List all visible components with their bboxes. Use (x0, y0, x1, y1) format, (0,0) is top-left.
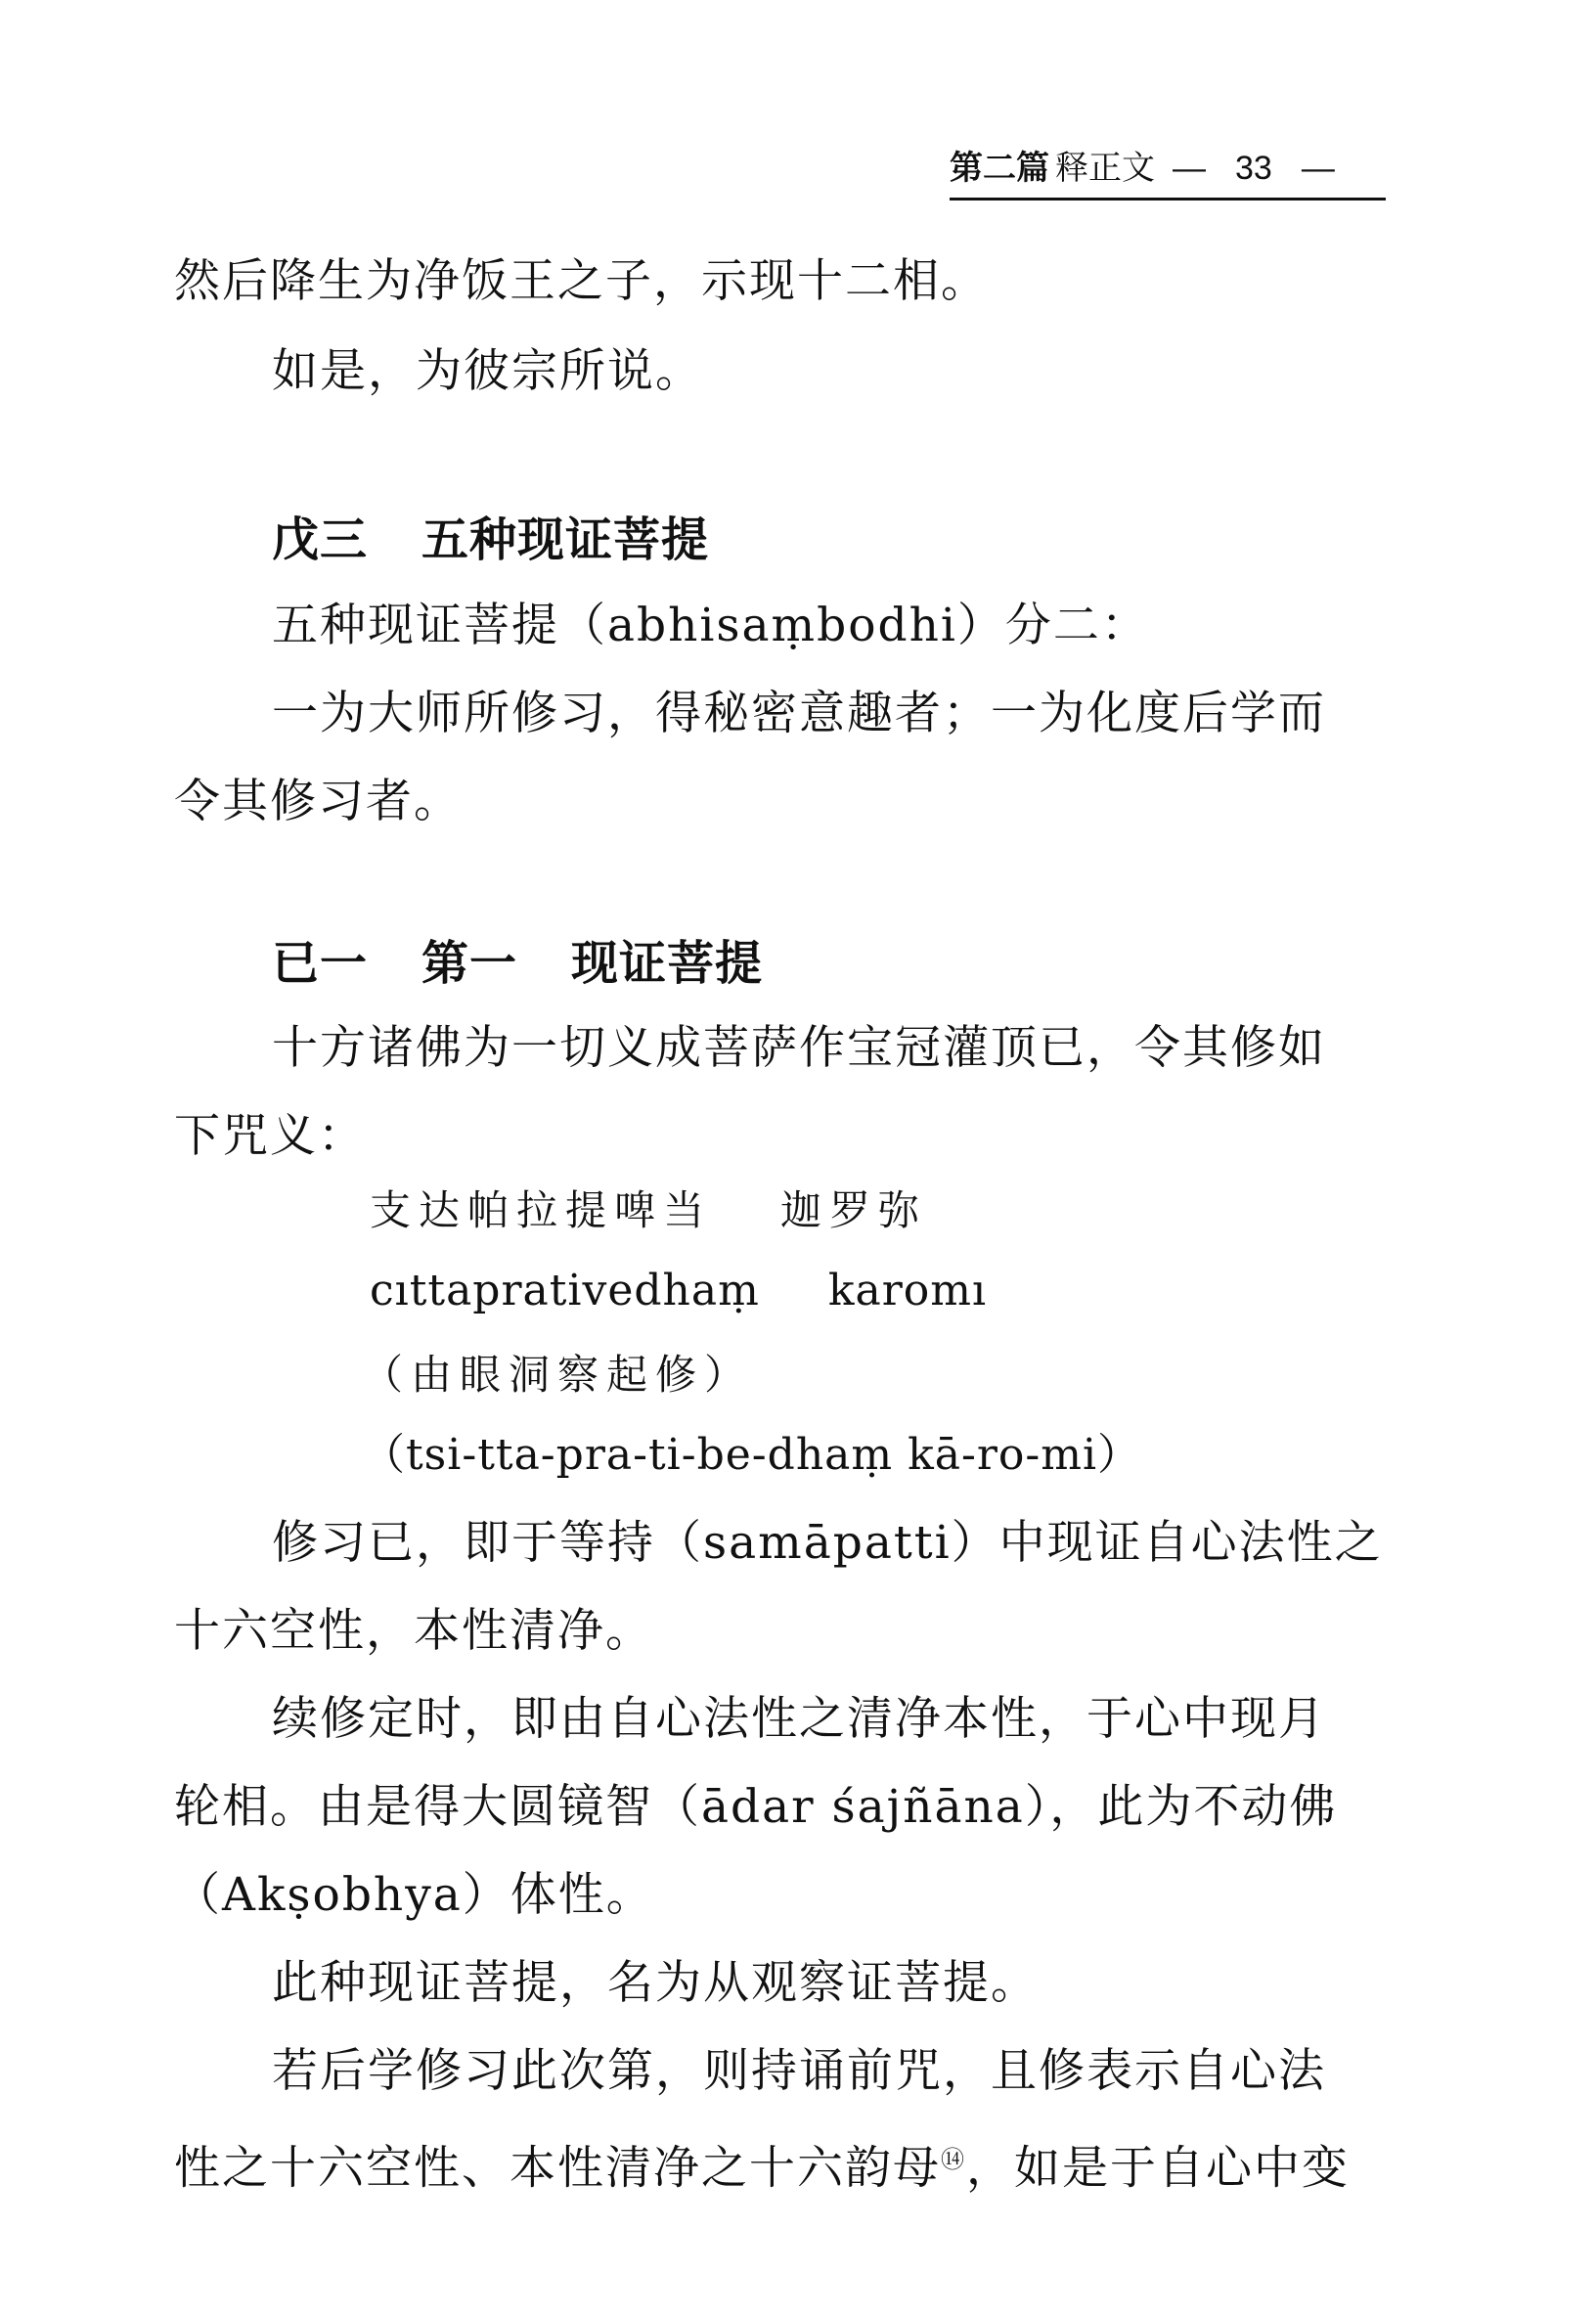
mantra-latin-1: cıttaprativedhaṃ (370, 1266, 760, 1315)
header-dash-right: — (1301, 150, 1335, 187)
mantra-phonetic: （tsi-tta-pra-ti-be-dhaṃ kā-ro-mi） (362, 1430, 1142, 1480)
heading2-title: 现证菩提 (571, 936, 764, 991)
body2-line-1: 修习已，即于等持（samāpatti）中现证自心法性之 (272, 1516, 1383, 1570)
header-dash-left: — (1173, 150, 1206, 187)
body2-line-4: 轮相。由是得大圆镜智（ādar śajñāna），此为不动佛 (174, 1780, 1338, 1834)
mantra-latin-2: karomı (827, 1266, 988, 1315)
footnote-marker[interactable]: ⑭ (941, 2146, 966, 2173)
heading2-label2: 第一 (421, 936, 518, 991)
page-number: 33 (1235, 150, 1272, 187)
body2-line-7: 若后学修习此次第，则持诵前咒，且修表示自心法 (272, 2044, 1326, 2098)
heading-wu-san (272, 511, 709, 569)
body2-line-2: 十六空性，本性清净。 (174, 1604, 653, 1658)
body2-line-8a: 性之十六空性、本性清净之十六韵母 (174, 2141, 941, 2196)
heading-title: 五种现证菩提 (421, 512, 710, 567)
heading2-label: 已一 (272, 936, 369, 991)
paragraph-2: 如是，为彼宗所说。 (272, 344, 703, 398)
header-section: 第二篇 (950, 149, 1049, 188)
header-chapter: 释正文 (1055, 149, 1155, 188)
intro-line-3: 令其修习者。 (174, 775, 462, 828)
mantra-zh-2: 迦罗弥 (780, 1186, 928, 1234)
body2-line-6: 此种现证菩提，名为从观察证菩提。 (272, 1956, 1039, 2010)
mantra-latin-line (370, 1264, 987, 1318)
mantra-note: （由眼洞察起修） (362, 1351, 754, 1399)
body1-line-1: 十方诸佛为一切义成菩萨作宝冠灌顶已，令其修如 (272, 1021, 1326, 1075)
body2-line-8 (174, 2130, 1350, 2199)
intro-line-2: 一为大师所修习，得秘密意趣者；一为化度后学而 (272, 687, 1326, 740)
body2-line-5: （Akṣobhya）体性。 (174, 1868, 654, 1922)
heading-label: 戊三 (272, 512, 369, 567)
heading-yi-yi (272, 934, 763, 993)
body1-line-2: 下咒义： (174, 1109, 366, 1163)
running-header (950, 147, 1386, 201)
intro-line-1: 五种现证菩提（abhisaṃbodhi）分二： (272, 599, 1149, 652)
body2-line-3: 续修定时，即由自心法性之清净本性，于心中现月 (272, 1692, 1326, 1746)
paragraph-1: 然后降生为净饭王之子，示现十二相。 (174, 254, 989, 308)
body2-line-8b: ，如是于自心中变 (966, 2141, 1350, 2196)
mantra-zh-1: 支达帕拉提啤当 (370, 1186, 713, 1234)
mantra-chinese-line (370, 1183, 927, 1238)
